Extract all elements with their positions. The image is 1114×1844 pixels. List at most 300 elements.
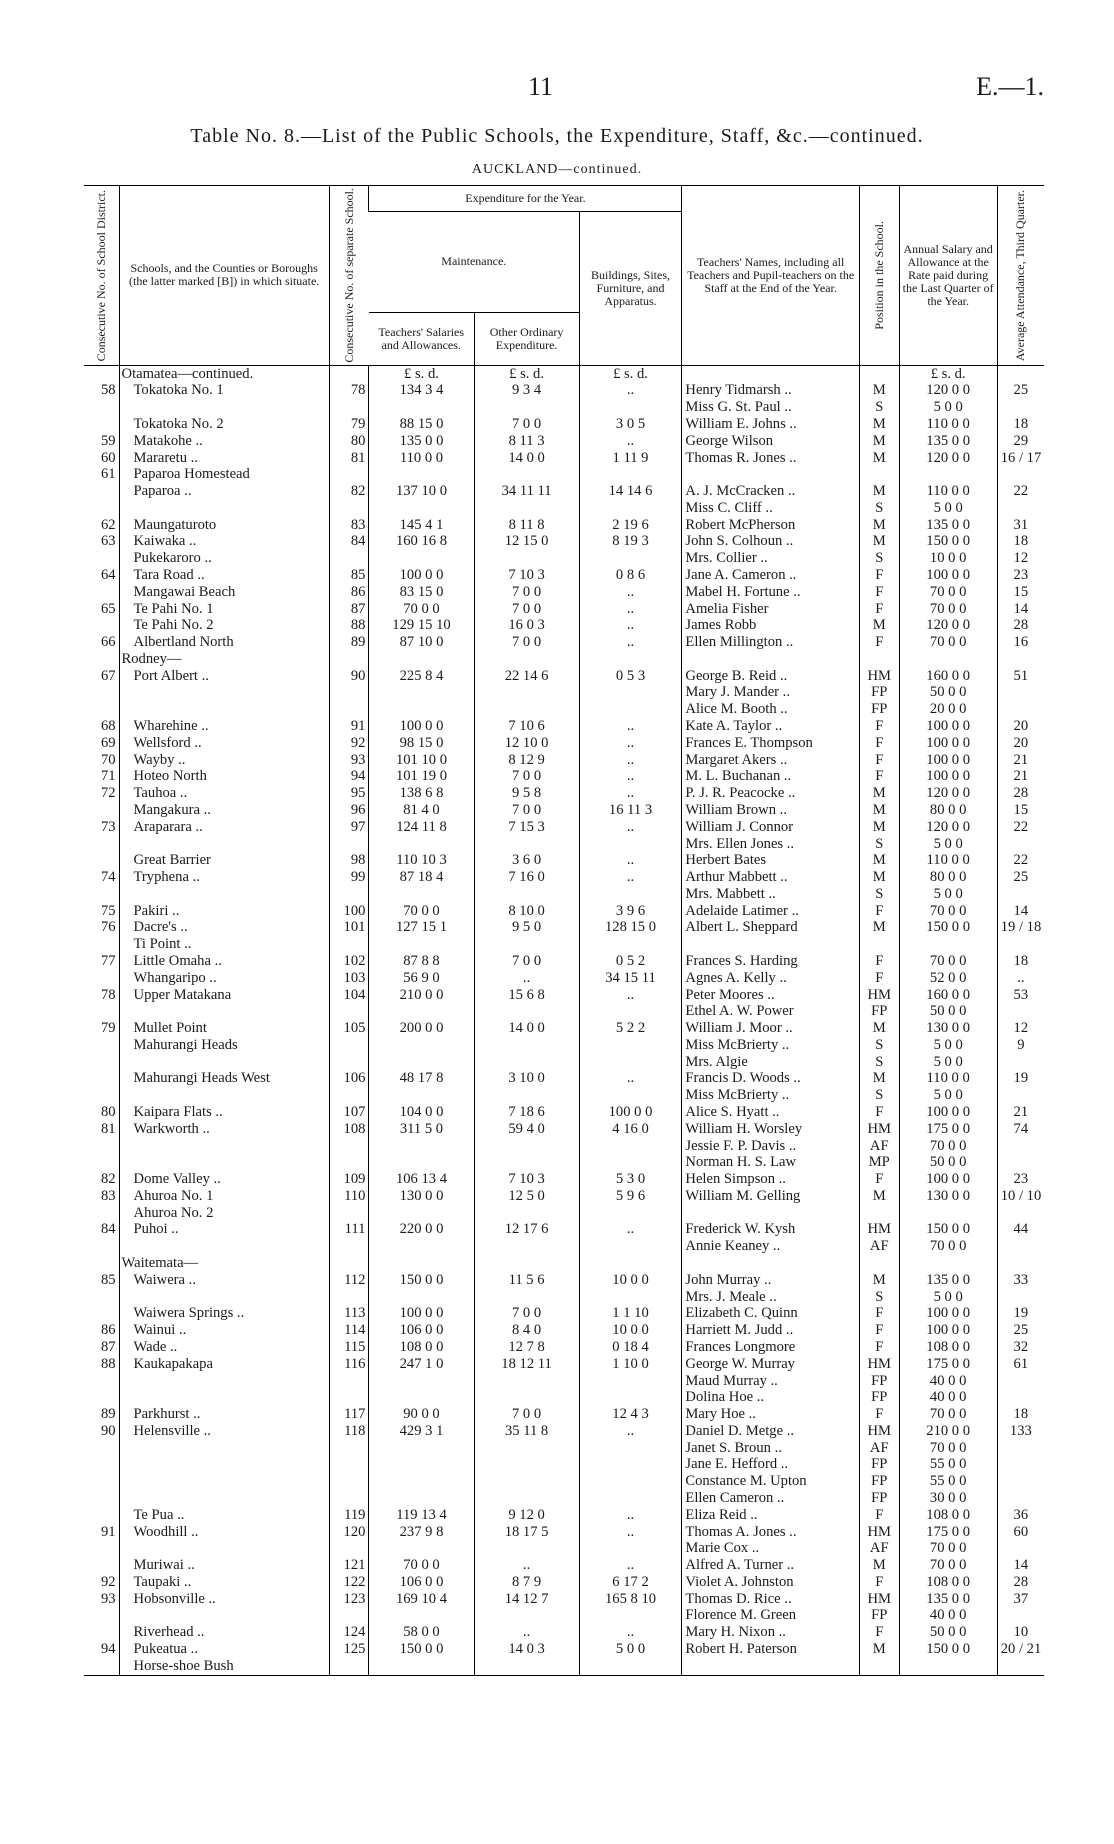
attendance-cell	[997, 1154, 1044, 1171]
salaries-cell: 150 0 0	[369, 1272, 474, 1289]
school-name-cell: Muriwai ..	[119, 1557, 329, 1574]
position-cell: FP	[859, 1373, 899, 1390]
attendance-cell	[997, 1373, 1044, 1390]
school-no-cell: 96	[329, 802, 369, 819]
col-header-expenditure: Expenditure for the Year.	[369, 186, 682, 212]
position-cell: M	[859, 1641, 899, 1658]
salaries-cell: 106 0 0	[369, 1574, 474, 1591]
teacher-name-cell	[682, 365, 860, 382]
position-cell	[859, 1255, 899, 1272]
teacher-name-cell: Janet S. Broun ..	[682, 1440, 860, 1457]
salaries-cell: 134 3 4	[369, 382, 474, 399]
salaries-cell	[369, 701, 474, 718]
position-cell: F	[859, 1507, 899, 1524]
salary-cell: 30 0 0	[899, 1490, 997, 1507]
school-name-cell	[119, 684, 329, 701]
salary-cell: 70 0 0	[899, 601, 997, 618]
school-no-cell	[329, 1255, 369, 1272]
school-name-cell	[119, 1054, 329, 1071]
salary-cell: 108 0 0	[899, 1574, 997, 1591]
district-no-cell: 87	[100, 1338, 116, 1355]
teacher-name-cell: Norman H. S. Law	[682, 1154, 860, 1171]
district-no-cell	[84, 1440, 119, 1457]
salaries-cell: 58 0 0	[369, 1624, 474, 1641]
attendance-cell	[997, 1440, 1044, 1457]
salaries-cell	[369, 1607, 474, 1624]
district-no-cell	[84, 617, 119, 634]
table-row	[84, 752, 1044, 769]
buildings-cell	[579, 1373, 682, 1390]
school-name-cell: Rodney—	[119, 651, 329, 668]
school-name-cell: Tryphena ..	[119, 869, 329, 886]
teacher-name-cell: Eliza Reid ..	[682, 1507, 860, 1524]
other-expenditure-cell: 18 12 11	[474, 1356, 579, 1373]
salaries-cell: 98 15 0	[369, 735, 474, 752]
district-no-cell	[84, 1540, 119, 1557]
salary-cell: 55 0 0	[899, 1456, 997, 1473]
attendance-cell: 53	[997, 987, 1044, 1004]
table-row	[84, 1373, 1044, 1390]
salary-cell: 150 0 0	[899, 1641, 997, 1658]
school-name-cell: Mangakura ..	[119, 802, 329, 819]
position-cell: F	[859, 1624, 899, 1641]
district-no-cell	[84, 1305, 119, 1322]
buildings-cell: 34 15 11	[579, 970, 682, 987]
teacher-name-cell: Alfred A. Turner ..	[682, 1557, 860, 1574]
school-no-cell: 98	[329, 852, 369, 869]
school-name-cell: Taupaki ..	[119, 1574, 329, 1591]
salary-cell: 120 0 0	[899, 785, 997, 802]
col-header-salary: Annual Salary and Allowance at the Rate paid during the Last Quarter of the Year.	[899, 186, 997, 366]
salaries-cell: 247 1 0	[369, 1356, 474, 1373]
salary-cell: 160 0 0	[899, 987, 997, 1004]
school-no-cell	[329, 1373, 369, 1390]
position-cell: FP	[859, 1490, 899, 1507]
school-name-cell	[119, 1154, 329, 1171]
salaries-cell: 56 9 0	[369, 970, 474, 987]
district-no-cell: 71	[100, 768, 116, 785]
position-cell: S	[859, 1054, 899, 1071]
position-cell: F	[859, 1171, 899, 1188]
buildings-cell	[579, 936, 682, 953]
buildings-cell: 12 4 3	[579, 1406, 682, 1423]
salary-cell: 5 0 0	[899, 1087, 997, 1104]
buildings-cell	[579, 1087, 682, 1104]
other-expenditure-cell: 7 0 0	[474, 601, 579, 618]
position-cell: HM	[859, 1524, 899, 1541]
attendance-cell	[997, 1289, 1044, 1306]
salaries-cell	[369, 1003, 474, 1020]
teacher-name-cell: Robert McPherson	[682, 517, 860, 534]
school-no-cell	[329, 1389, 369, 1406]
position-cell: HM	[859, 987, 899, 1004]
position-cell: M	[859, 869, 899, 886]
other-expenditure-cell	[474, 1607, 579, 1624]
salary-cell: 5 0 0	[899, 1037, 997, 1054]
position-cell: HM	[859, 1591, 899, 1608]
position-cell: M	[859, 483, 899, 500]
position-cell: M	[859, 819, 899, 836]
teacher-name-cell: George Wilson	[682, 433, 860, 450]
school-name-cell	[119, 1003, 329, 1020]
salary-cell: 50 0 0	[899, 1624, 997, 1641]
other-expenditure-cell: ..	[474, 1557, 579, 1574]
table-row	[84, 1339, 1044, 1356]
school-name-cell	[119, 1440, 329, 1457]
teacher-name-cell: Dolina Hoe ..	[682, 1389, 860, 1406]
other-expenditure-cell: 35 11 8	[474, 1423, 579, 1440]
table-row	[84, 1272, 1044, 1289]
position-cell: M	[859, 382, 899, 399]
table-row	[84, 1138, 1044, 1155]
attendance-cell	[997, 1540, 1044, 1557]
school-no-cell: 112	[329, 1272, 369, 1289]
district-no-cell: 84	[100, 1221, 116, 1238]
col-header-other: Other Ordinary Expenditure.	[474, 312, 579, 365]
district-no-cell	[84, 936, 119, 953]
attendance-cell: 133	[997, 1423, 1044, 1440]
district-no-cell: 74	[100, 869, 116, 886]
table-row	[84, 399, 1044, 416]
school-name-cell	[119, 1490, 329, 1507]
attendance-cell: 61	[997, 1356, 1044, 1373]
other-expenditure-cell: 9 3 4	[474, 382, 579, 399]
salaries-cell	[369, 1473, 474, 1490]
position-cell: M	[859, 533, 899, 550]
school-no-cell	[329, 1440, 369, 1457]
school-name-cell: Ahuroa No. 2	[119, 1205, 329, 1222]
table-row	[84, 1591, 1044, 1608]
teacher-name-cell: Constance M. Upton	[682, 1473, 860, 1490]
school-no-cell: 121	[329, 1557, 369, 1574]
teacher-name-cell: Alice M. Booth ..	[682, 701, 860, 718]
school-no-cell	[329, 1037, 369, 1054]
table-row	[84, 852, 1044, 869]
other-expenditure-cell	[474, 1456, 579, 1473]
other-expenditure-cell: 7 0 0	[474, 584, 579, 601]
teacher-name-cell: Agnes A. Kelly ..	[682, 970, 860, 987]
school-name-cell: Wharehine ..	[119, 718, 329, 735]
salary-cell: 120 0 0	[899, 382, 997, 399]
school-name-cell: Kaipara Flats ..	[119, 1104, 329, 1121]
school-name-cell: Waiwera Springs ..	[119, 1305, 329, 1322]
school-name-cell: Matakohe ..	[119, 433, 329, 450]
position-cell: FP	[859, 684, 899, 701]
salary-cell: 210 0 0	[899, 1423, 997, 1440]
attendance-cell: 18	[997, 1406, 1044, 1423]
table-row	[84, 701, 1044, 718]
teacher-name-cell: Peter Moores ..	[682, 987, 860, 1004]
position-cell: AF	[859, 1138, 899, 1155]
school-name-cell: Upper Matakana	[119, 987, 329, 1004]
other-expenditure-cell	[474, 550, 579, 567]
other-expenditure-cell	[474, 651, 579, 668]
other-expenditure-cell: 16 0 3	[474, 617, 579, 634]
teacher-name-cell: Mary J. Mander ..	[682, 684, 860, 701]
teacher-name-cell: Frances Longmore	[682, 1339, 860, 1356]
position-cell: F	[859, 735, 899, 752]
other-expenditure-cell: 7 10 3	[474, 1171, 579, 1188]
other-expenditure-cell: 7 0 0	[474, 416, 579, 433]
table-row	[84, 1440, 1044, 1457]
school-name-cell: Helensville ..	[119, 1423, 329, 1440]
table-row	[84, 1037, 1044, 1054]
district-no-cell: 77	[100, 952, 116, 969]
salary-cell: 160 0 0	[899, 668, 997, 685]
district-no-cell: 75	[100, 902, 116, 919]
school-no-cell: 107	[329, 1104, 369, 1121]
teacher-name-cell: Jane A. Cameron ..	[682, 567, 860, 584]
teacher-name-cell: Herbert Bates	[682, 852, 860, 869]
district-no-cell	[84, 1289, 119, 1306]
other-expenditure-cell: ..	[474, 970, 579, 987]
attendance-cell	[997, 651, 1044, 668]
buildings-cell	[579, 1138, 682, 1155]
table-row	[84, 718, 1044, 735]
table-row	[84, 1221, 1044, 1238]
salaries-cell	[369, 1087, 474, 1104]
school-no-cell: 119	[329, 1507, 369, 1524]
attendance-cell: 16	[997, 634, 1044, 651]
position-cell: F	[859, 768, 899, 785]
school-no-cell	[329, 1087, 369, 1104]
other-expenditure-cell	[474, 1205, 579, 1222]
school-no-cell: 122	[329, 1574, 369, 1591]
table-row	[84, 550, 1044, 567]
salary-cell: 40 0 0	[899, 1373, 997, 1390]
other-expenditure-cell	[474, 1289, 579, 1306]
salary-cell: 70 0 0	[899, 1557, 997, 1574]
school-name-cell	[119, 1389, 329, 1406]
table-body	[84, 365, 1044, 1675]
teacher-name-cell: M. L. Buchanan ..	[682, 768, 860, 785]
attendance-cell	[997, 1658, 1044, 1675]
salaries-cell: 106 0 0	[369, 1322, 474, 1339]
salaries-cell: 70 0 0	[369, 903, 474, 920]
attendance-cell: ..	[997, 970, 1044, 987]
attendance-cell	[997, 1054, 1044, 1071]
table-row	[84, 651, 1044, 668]
buildings-cell: ..	[579, 634, 682, 651]
salaries-cell	[369, 500, 474, 517]
salaries-cell: 87 8 8	[369, 953, 474, 970]
district-no-cell: 88	[100, 1355, 116, 1372]
school-no-cell	[329, 886, 369, 903]
teacher-name-cell: Alice S. Hyatt ..	[682, 1104, 860, 1121]
position-cell: S	[859, 886, 899, 903]
salaries-cell	[369, 651, 474, 668]
table-row	[84, 836, 1044, 853]
salary-cell: 175 0 0	[899, 1121, 997, 1138]
salary-cell	[899, 1255, 997, 1272]
district-no-cell: 79	[100, 1020, 116, 1037]
buildings-cell	[579, 886, 682, 903]
school-name-cell: Wade ..	[119, 1339, 329, 1356]
attendance-cell	[997, 1490, 1044, 1507]
other-expenditure-cell	[474, 1238, 579, 1255]
other-expenditure-cell: 7 0 0	[474, 953, 579, 970]
attendance-cell: 21	[997, 768, 1044, 785]
salaries-cell: 311 5 0	[369, 1121, 474, 1138]
buildings-cell: 2 19 6	[579, 517, 682, 534]
district-no-cell	[84, 1507, 119, 1524]
position-cell: F	[859, 1305, 899, 1322]
position-cell	[859, 936, 899, 953]
table-row	[84, 735, 1044, 752]
table-subtitle: AUCKLAND—continued.	[471, 162, 643, 177]
attendance-cell	[997, 365, 1044, 382]
buildings-cell: ..	[579, 852, 682, 869]
school-no-cell: 110	[329, 1188, 369, 1205]
school-no-cell	[329, 1289, 369, 1306]
attendance-cell: 28	[997, 617, 1044, 634]
buildings-cell: 3 0 5	[579, 416, 682, 433]
school-name-cell	[119, 701, 329, 718]
district-no-cell	[84, 1490, 119, 1507]
salary-cell: 70 0 0	[899, 1440, 997, 1457]
salaries-cell	[369, 1289, 474, 1306]
buildings-cell: £ s. d.	[579, 365, 682, 382]
salary-cell: 5 0 0	[899, 886, 997, 903]
position-cell: M	[859, 1557, 899, 1574]
attendance-cell: 22	[997, 483, 1044, 500]
district-no-cell	[84, 1037, 119, 1054]
school-no-cell: 114	[329, 1322, 369, 1339]
table-row	[84, 1054, 1044, 1071]
buildings-cell: ..	[579, 1624, 682, 1641]
school-name-cell: Tokatoka No. 2	[119, 416, 329, 433]
other-expenditure-cell	[474, 936, 579, 953]
school-no-cell: 123	[329, 1591, 369, 1608]
other-expenditure-cell: 12 5 0	[474, 1188, 579, 1205]
school-name-cell: Te Pua ..	[119, 1507, 329, 1524]
school-name-cell: Ahuroa No. 1	[119, 1188, 329, 1205]
teacher-name-cell: George B. Reid ..	[682, 668, 860, 685]
buildings-cell	[579, 1289, 682, 1306]
attendance-cell: 18	[997, 953, 1044, 970]
buildings-cell	[579, 1389, 682, 1406]
attendance-cell: 29	[997, 433, 1044, 450]
school-no-cell: 108	[329, 1121, 369, 1138]
position-cell: F	[859, 567, 899, 584]
salaries-cell	[369, 466, 474, 483]
other-expenditure-cell	[474, 1138, 579, 1155]
position-cell: F	[859, 601, 899, 618]
teacher-name-cell: Maud Murray ..	[682, 1373, 860, 1390]
position-cell: M	[859, 802, 899, 819]
school-name-cell	[119, 1373, 329, 1390]
salary-cell: 20 0 0	[899, 701, 997, 718]
salary-cell: 5 0 0	[899, 1054, 997, 1071]
page-number: 11	[528, 72, 554, 101]
table-row	[84, 936, 1044, 953]
position-cell: FP	[859, 701, 899, 718]
table-row	[84, 1490, 1044, 1507]
school-name-cell: Paparoa Homestead	[119, 466, 329, 483]
teacher-name-cell: Frederick W. Kysh	[682, 1221, 860, 1238]
position-cell: M	[859, 1020, 899, 1037]
table-row	[84, 1305, 1044, 1322]
salaries-cell	[369, 1540, 474, 1557]
buildings-cell: ..	[579, 1070, 682, 1087]
other-expenditure-cell	[474, 1490, 579, 1507]
buildings-cell	[579, 836, 682, 853]
attendance-cell	[997, 466, 1044, 483]
salaries-cell: 70 0 0	[369, 601, 474, 618]
attendance-cell	[997, 500, 1044, 517]
school-no-cell: 82	[329, 483, 369, 500]
table-row	[84, 919, 1044, 936]
position-cell: M	[859, 852, 899, 869]
school-name-cell: Pakiri ..	[119, 903, 329, 920]
salary-cell: 52 0 0	[899, 970, 997, 987]
other-expenditure-cell	[474, 1255, 579, 1272]
table-row	[84, 1607, 1044, 1624]
salaries-cell	[369, 1138, 474, 1155]
salary-cell: 135 0 0	[899, 433, 997, 450]
buildings-cell	[579, 1456, 682, 1473]
salary-cell: 5 0 0	[899, 836, 997, 853]
school-name-cell: Araparara ..	[119, 819, 329, 836]
buildings-cell: ..	[579, 735, 682, 752]
buildings-cell: ..	[579, 1524, 682, 1541]
school-name-cell: Dacre's ..	[119, 919, 329, 936]
table-row	[84, 1456, 1044, 1473]
buildings-cell: 10 0 0	[579, 1322, 682, 1339]
school-no-cell: 79	[329, 416, 369, 433]
attendance-cell: 21	[997, 1104, 1044, 1121]
school-no-cell: 81	[329, 450, 369, 467]
other-expenditure-cell: ..	[474, 1624, 579, 1641]
buildings-cell: 5 9 6	[579, 1188, 682, 1205]
district-no-cell: 63	[100, 533, 116, 550]
position-cell: M	[859, 450, 899, 467]
salaries-cell: 237 9 8	[369, 1524, 474, 1541]
district-no-cell: 65	[100, 600, 116, 617]
buildings-cell: ..	[579, 869, 682, 886]
district-no-cell: 70	[100, 751, 116, 768]
salaries-cell: 220 0 0	[369, 1221, 474, 1238]
school-no-cell	[329, 1473, 369, 1490]
table-row	[84, 1188, 1044, 1205]
teacher-name-cell: Violet A. Johnston	[682, 1574, 860, 1591]
salaries-cell: 225 8 4	[369, 668, 474, 685]
school-name-cell: Warkworth ..	[119, 1121, 329, 1138]
other-expenditure-cell	[474, 1087, 579, 1104]
col-header-position: Position in the School.	[859, 186, 899, 366]
position-cell: M	[859, 617, 899, 634]
position-cell	[859, 1658, 899, 1675]
salaries-cell: 210 0 0	[369, 987, 474, 1004]
district-no-cell	[84, 684, 119, 701]
table-row	[84, 1205, 1044, 1222]
teacher-name-cell: William M. Gelling	[682, 1188, 860, 1205]
salaries-cell: 87 18 4	[369, 869, 474, 886]
position-cell: F	[859, 584, 899, 601]
attendance-cell: 15	[997, 802, 1044, 819]
table-row	[84, 433, 1044, 450]
other-expenditure-cell	[474, 684, 579, 701]
school-name-cell: Mahurangi Heads	[119, 1037, 329, 1054]
salary-cell: 70 0 0	[899, 1138, 997, 1155]
position-cell	[859, 466, 899, 483]
other-expenditure-cell	[474, 1054, 579, 1071]
district-no-cell: 86	[100, 1322, 116, 1339]
school-no-cell	[329, 1054, 369, 1071]
school-no-cell: 125	[329, 1641, 369, 1658]
buildings-cell: ..	[579, 752, 682, 769]
school-no-cell: 118	[329, 1423, 369, 1440]
